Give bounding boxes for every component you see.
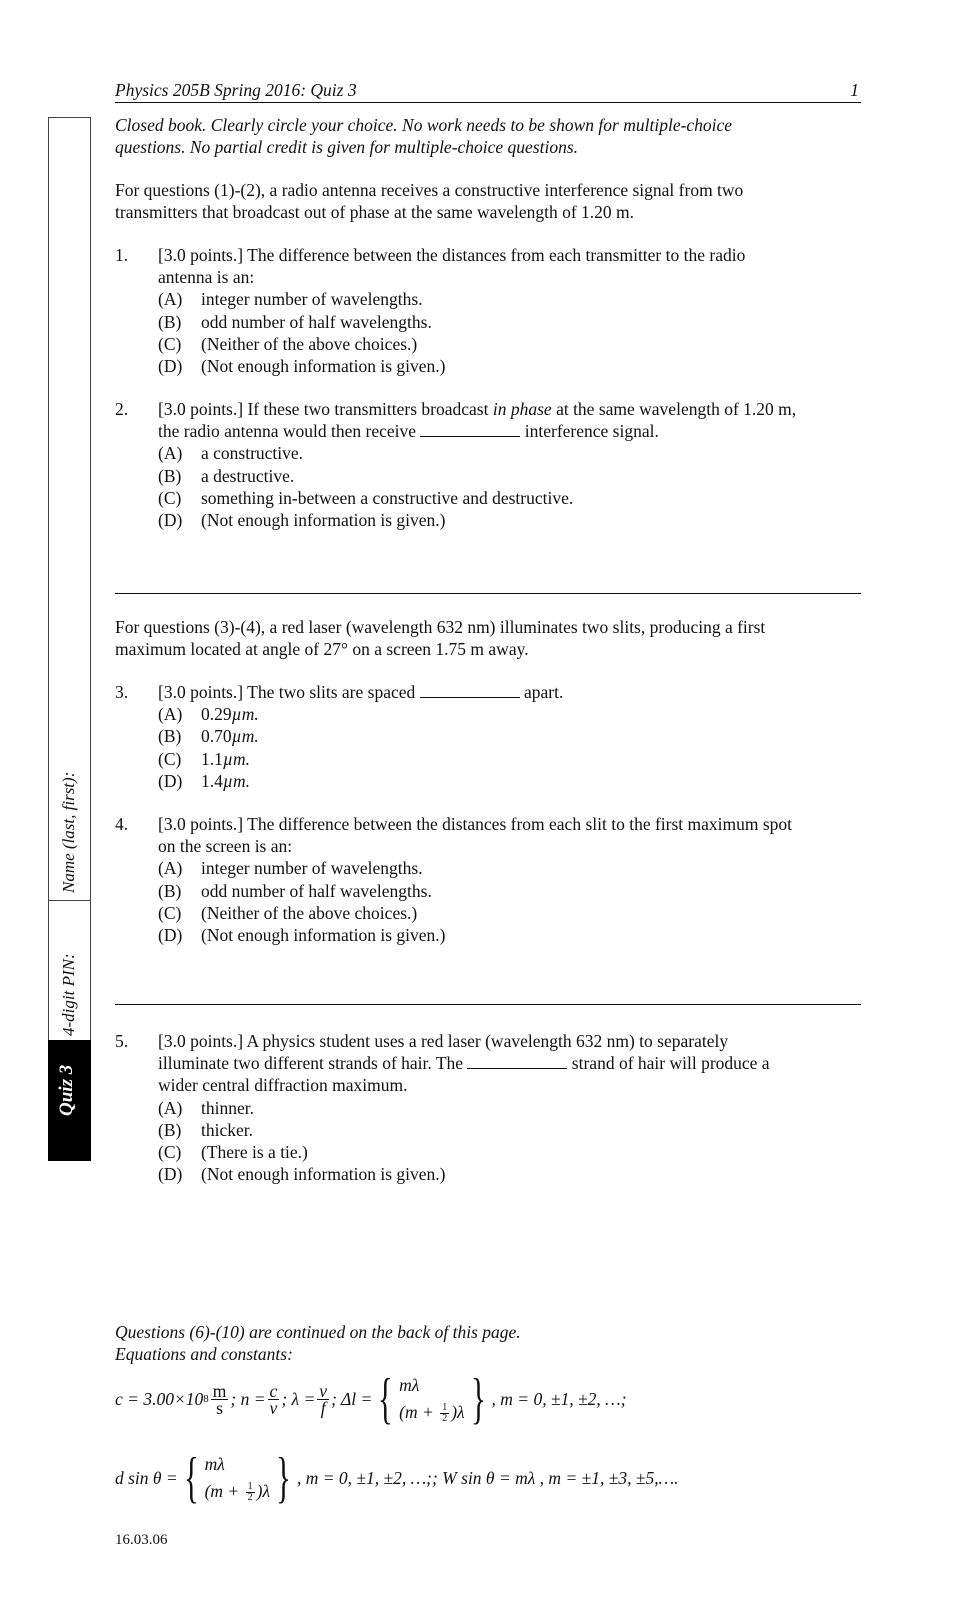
page-number: 1: [850, 80, 859, 100]
question-text: on the screen is an:: [158, 836, 293, 857]
page-header: [115, 80, 861, 103]
sidebar-id-box: [48, 117, 91, 1161]
option-b[interactable]: (B) odd number of half wavelengths.: [158, 880, 432, 901]
option-b[interactable]: (B) thicker.: [158, 1119, 253, 1140]
intro-questions-3-4: [115, 616, 765, 660]
option-d[interactable]: (D) (Not enough information is given.): [158, 356, 446, 377]
question-text: antenna is an:: [158, 267, 255, 288]
option-d[interactable]: (D) 1.4 µm.: [158, 770, 250, 791]
option-c[interactable]: (C) something in-between a constructive and destructive.: [158, 487, 574, 508]
footer-notes: [115, 1321, 521, 1365]
option-b[interactable]: (B) odd number of half wavelengths.: [158, 311, 432, 332]
quiz-tab-label: Quiz 3: [56, 1064, 77, 1116]
header-title: Physics 205B Spring 2016: Quiz 3: [115, 80, 357, 100]
question-text: illuminate two different strands of hair. The strand of hair will produce a: [158, 1053, 770, 1074]
option-c[interactable]: (C) 1.1 µm.: [158, 748, 250, 769]
equations-line-1: c = 3.00×10 8 $\frac{m}{s}$ ; n = $\frac{c}{v}$ ; λ = $\frac{v}{f}$ ; Δl = { mλ (m + $\frac{1}{2}$ )λ } , m = 0, ±1, ±2, …;: [115, 1368, 627, 1430]
instructions-line: questions. No partial credit is given for multiple-choice questions.: [115, 137, 579, 158]
question-number: 2.: [115, 399, 129, 419]
equations-line-2: d sin θ = { mλ (m + $\frac{1}{2}$ )λ } , m = 0, ±1, ±2, …; ; W sin θ = mλ , m = ±1, ±3, ±5,….: [115, 1447, 679, 1509]
intro-line: For questions (3)-(4), a red laser (wavelength 632 nm) illuminates two slits, producing a first: [115, 617, 766, 637]
question-text: [3.0 points.] A physics student uses a red laser (wavelength 632 nm) to separately: [158, 1031, 729, 1051]
question-text: [3.0 points.] The difference between the distances from each transmitter to the radio: [158, 245, 746, 265]
option-d[interactable]: (D) (Not enough information is given.): [158, 925, 446, 946]
intro-line: maximum located at angle of 27° on a screen 1.75 m away.: [115, 639, 529, 660]
question-text: [3.0 points.] The difference between the distances from each slit to the first maximum spot: [158, 814, 793, 834]
answer-blank: [467, 1054, 567, 1069]
question-text: [3.0 points.] The two slits are spaced apart.: [158, 682, 564, 702]
question-number: 4.: [115, 814, 129, 834]
option-a[interactable]: (A) 0.29 µm.: [158, 704, 259, 725]
option-a[interactable]: (A) thinner.: [158, 1097, 254, 1118]
answer-blank: [420, 683, 520, 698]
option-a[interactable]: (A) integer number of wavelengths.: [158, 858, 423, 879]
option-a[interactable]: (A) a constructive.: [158, 443, 304, 464]
option-c[interactable]: (C) (There is a tie.): [158, 1142, 308, 1163]
question-text: the radio antenna would then receive interference signal.: [158, 421, 659, 442]
equations-heading: Equations and constants:: [115, 1344, 293, 1365]
question-text: wider central diffraction maximum.: [158, 1075, 408, 1096]
option-c[interactable]: (C) (Neither of the above choices.): [158, 902, 418, 923]
eq-double-slit: d sin θ =: [115, 1467, 178, 1488]
intro-line: transmitters that broadcast out of phase at the same wavelength of 1.20 m.: [115, 202, 635, 223]
eq-single-slit: ; W sin θ = mλ , m = ±1, ±3, ±5,….: [431, 1467, 679, 1488]
section-divider: [115, 1004, 861, 1005]
option-c[interactable]: (C) (Neither of the above choices.): [158, 333, 418, 354]
intro-line: For questions (1)-(2), a radio antenna receives a constructive interference signal from two: [115, 180, 744, 200]
name-label: Name (last, first):: [59, 771, 78, 893]
instructions-line: Closed book. Clearly circle your choice. No work needs to be shown for multiple-choice: [115, 115, 733, 135]
section-divider: [115, 593, 861, 594]
continued-note: Questions (6)-(10) are continued on the back of this page.: [115, 1322, 521, 1342]
date-stamp: 16.03.06: [115, 1532, 168, 1548]
quiz-tab: [48, 1040, 91, 1161]
question-text: [3.0 points.] If these two transmitters broadcast in phase at the same wavelength of 1.20 m,: [158, 399, 797, 419]
pin-label: 4-digit PIN:: [59, 953, 78, 1036]
eq-c: c = 3.00×10: [115, 1388, 204, 1409]
answer-blank: [420, 422, 520, 437]
question-number: 1.: [115, 245, 129, 265]
option-a[interactable]: (A) integer number of wavelengths.: [158, 289, 423, 310]
instructions: [115, 114, 732, 158]
option-d[interactable]: (D) (Not enough information is given.): [158, 510, 446, 531]
intro-questions-1-2: [115, 179, 743, 223]
sidebar-divider: [49, 900, 90, 901]
question-number: 5.: [115, 1031, 129, 1051]
option-b[interactable]: (B) 0.70 µm.: [158, 726, 259, 747]
option-d[interactable]: (D) (Not enough information is given.): [158, 1164, 446, 1185]
question-number: 3.: [115, 682, 129, 702]
option-b[interactable]: (B) a destructive.: [158, 465, 295, 486]
